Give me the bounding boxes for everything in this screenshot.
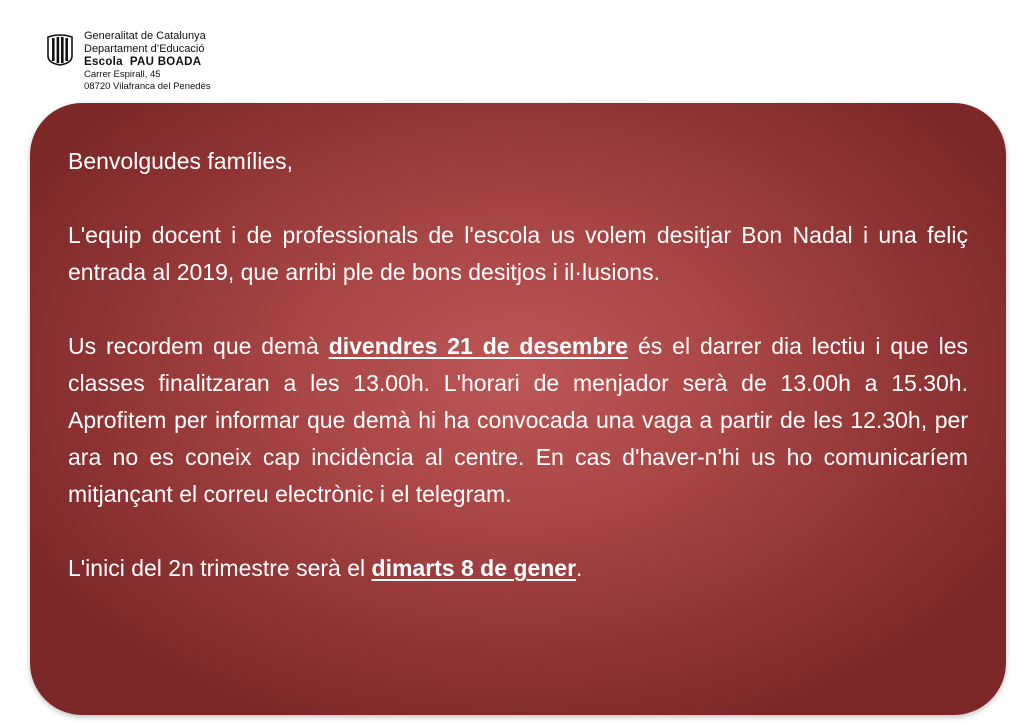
letterhead-department: Departament d’Educació	[84, 43, 205, 55]
term-text-start: L'inici del 2n trimestre serà el	[68, 555, 372, 581]
term-start-date: dimarts 8 de gener	[371, 555, 577, 581]
letterhead-government: Generalitat de Catalunya	[84, 30, 206, 42]
letterhead	[46, 30, 211, 93]
term-text-end: .	[576, 555, 583, 581]
reminder-text-end: és el darrer dia lectiu i que les classes finalitzaran a les 13.00h. L'horari de menjador serà de 13.00h a 15.30h. Aprofitem per informar que demà hi ha convocada una vaga a partir de les 12.30h, per ara no es coneix cap incidència al centre. En cas d'haver-n'hi us ho comunicaríem mitjançant el correu electrònic i el telegram.	[68, 333, 968, 507]
letter-paragraph-wishes: L'equip docent i de professionals de l'escola us volem desitjar Bon Nadal i una feliç entrada al 2019, que arribi ple de bons desitjos i il·lusions.	[68, 222, 968, 285]
letterhead-school-name: Escola PAU BOADA	[84, 56, 202, 68]
letterhead-city: 08720 Vilafranca del Penedès	[84, 81, 211, 92]
letter-greeting: Benvolgudes famílies,	[68, 148, 294, 174]
letter-paragraph-reminder	[68, 328, 968, 513]
reminder-text-start: Us recordem que demà	[68, 333, 329, 359]
last-day-date: divendres 21 de desembre	[328, 333, 629, 359]
letterhead-address: Carrer Espirall, 45	[84, 69, 161, 80]
message-card	[30, 103, 1006, 715]
generalitat-logo-icon	[46, 34, 74, 66]
letter-paragraph-term-start	[68, 550, 968, 587]
